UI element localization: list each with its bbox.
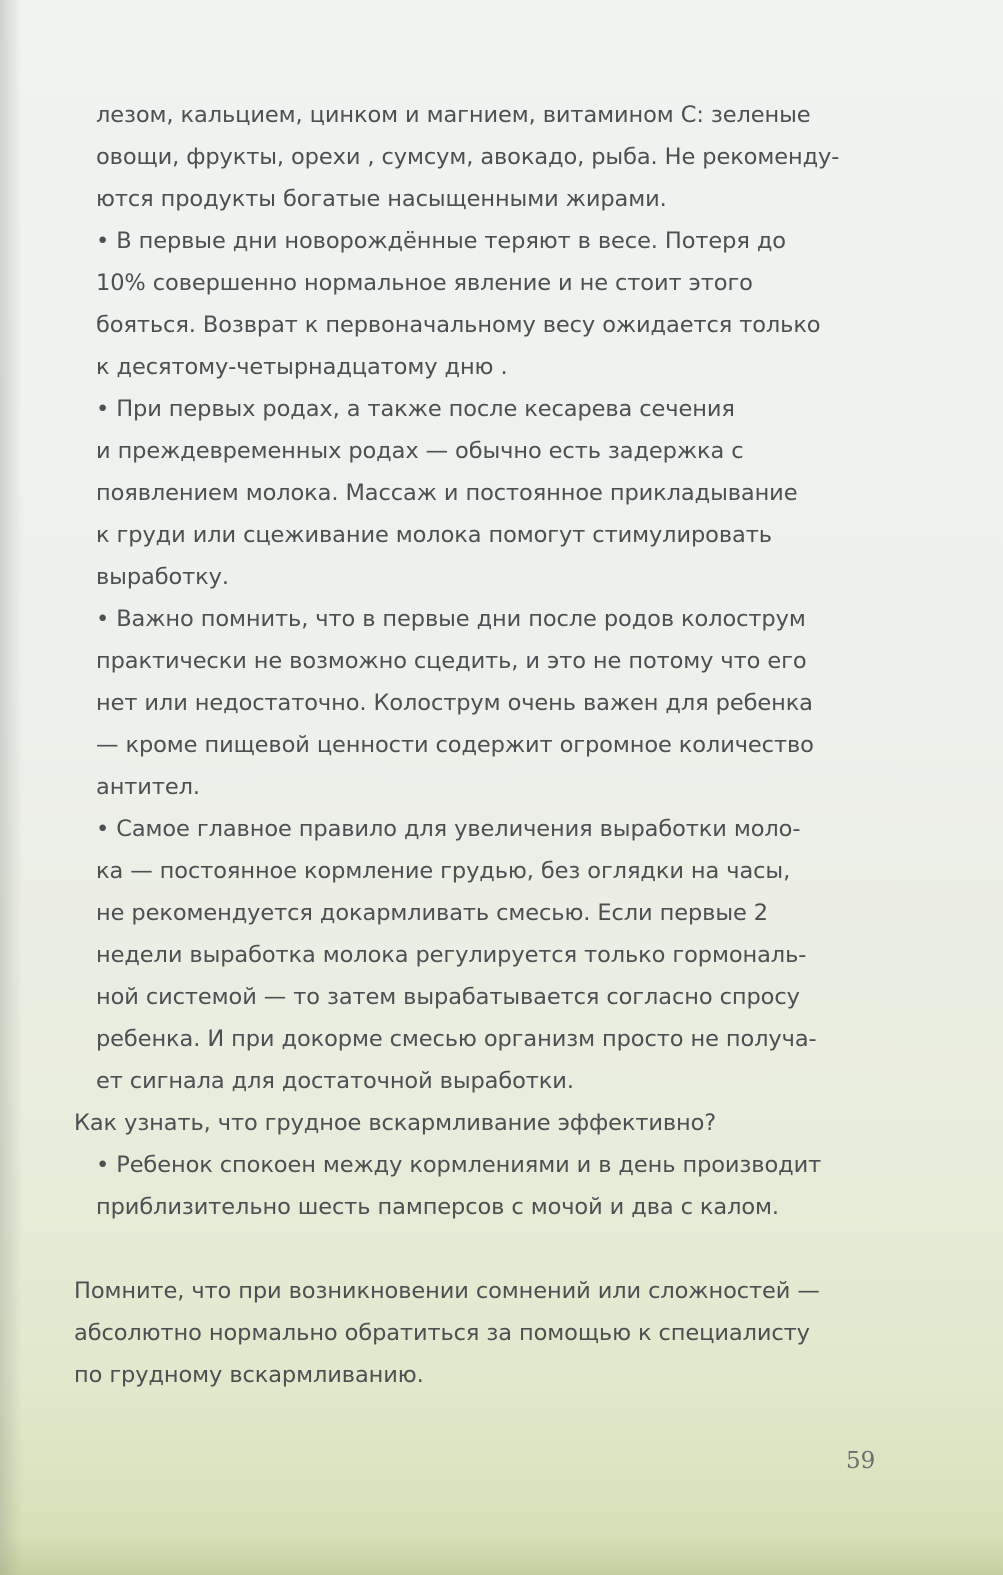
text-line: к десятому-четырнадцатому дню . bbox=[96, 354, 508, 380]
bottom-shadow bbox=[0, 1535, 1003, 1575]
text-line: • В первые дни новорождённые теряют в весе. Потеря до bbox=[96, 228, 786, 254]
text-line: • Важно помнить, что в первые дни после родов колострум bbox=[96, 606, 806, 632]
text-line: бояться. Возврат к первоначальному весу ожидается только bbox=[96, 312, 821, 338]
text-line: появлением молока. Массаж и постоянное прикладывание bbox=[96, 480, 798, 506]
text-line: • Самое главное правило для увеличения выработки моло- bbox=[96, 816, 801, 842]
page-number: 59 bbox=[846, 1448, 876, 1474]
binding-shadow bbox=[0, 0, 22, 1575]
text-line: ются продукты богатые насыщенными жирами. bbox=[96, 186, 667, 212]
closing-line: по грудному вскармливанию. bbox=[74, 1362, 424, 1388]
text-line: • Ребенок спокоен между кормлениями и в день производит bbox=[96, 1152, 822, 1178]
text-line: ка — постоянное кормление грудью, без оглядки на часы, bbox=[96, 858, 791, 884]
text-line: выработку. bbox=[96, 564, 229, 590]
text-line: к груди или сцеживание молока помогут стимулировать bbox=[96, 522, 772, 548]
text-line: ной системой — то затем вырабатывается согласно спросу bbox=[96, 984, 800, 1010]
text-line: недели выработка молока регулируется только гормональ- bbox=[96, 942, 807, 968]
text-line: • При первых родах, а также после кесарева сечения bbox=[96, 396, 735, 422]
text-line: ет сигнала для достаточной выработки. bbox=[96, 1068, 574, 1094]
text-line: — кроме пищевой ценности содержит огромное количество bbox=[96, 732, 814, 758]
text-line: овощи, фрукты, орехи , сумсум, авокадо, рыба. Не рекоменду- bbox=[96, 144, 840, 170]
text-line: лезом, кальцием, цинком и магнием, витамином С: зеленые bbox=[96, 102, 811, 128]
text-line: 10% совершенно нормальное явление и не стоит этого bbox=[96, 270, 753, 296]
section-question: Как узнать, что грудное вскармливание эффективно? bbox=[74, 1110, 717, 1136]
closing-line: абсолютно нормально обратиться за помощью к специалисту bbox=[74, 1320, 810, 1346]
text-line: не рекомендуется докармливать смесью. Если первые 2 bbox=[96, 900, 768, 926]
text-line: ребенка. И при докорме смесью организм просто не получа- bbox=[96, 1026, 817, 1052]
closing-line: Помните, что при возникновении сомнений или сложностей — bbox=[74, 1278, 820, 1304]
text-line: антител. bbox=[96, 774, 200, 800]
text-line: нет или недостаточно. Колострум очень важен для ребенка bbox=[96, 690, 813, 716]
text-line: приблизительно шесть памперсов с мочой и два с калом. bbox=[96, 1194, 779, 1220]
text-line: практически не возможно сцедить, и это не потому что его bbox=[96, 648, 807, 674]
text-line: и преждевременных родах — обычно есть задержка с bbox=[96, 438, 744, 464]
